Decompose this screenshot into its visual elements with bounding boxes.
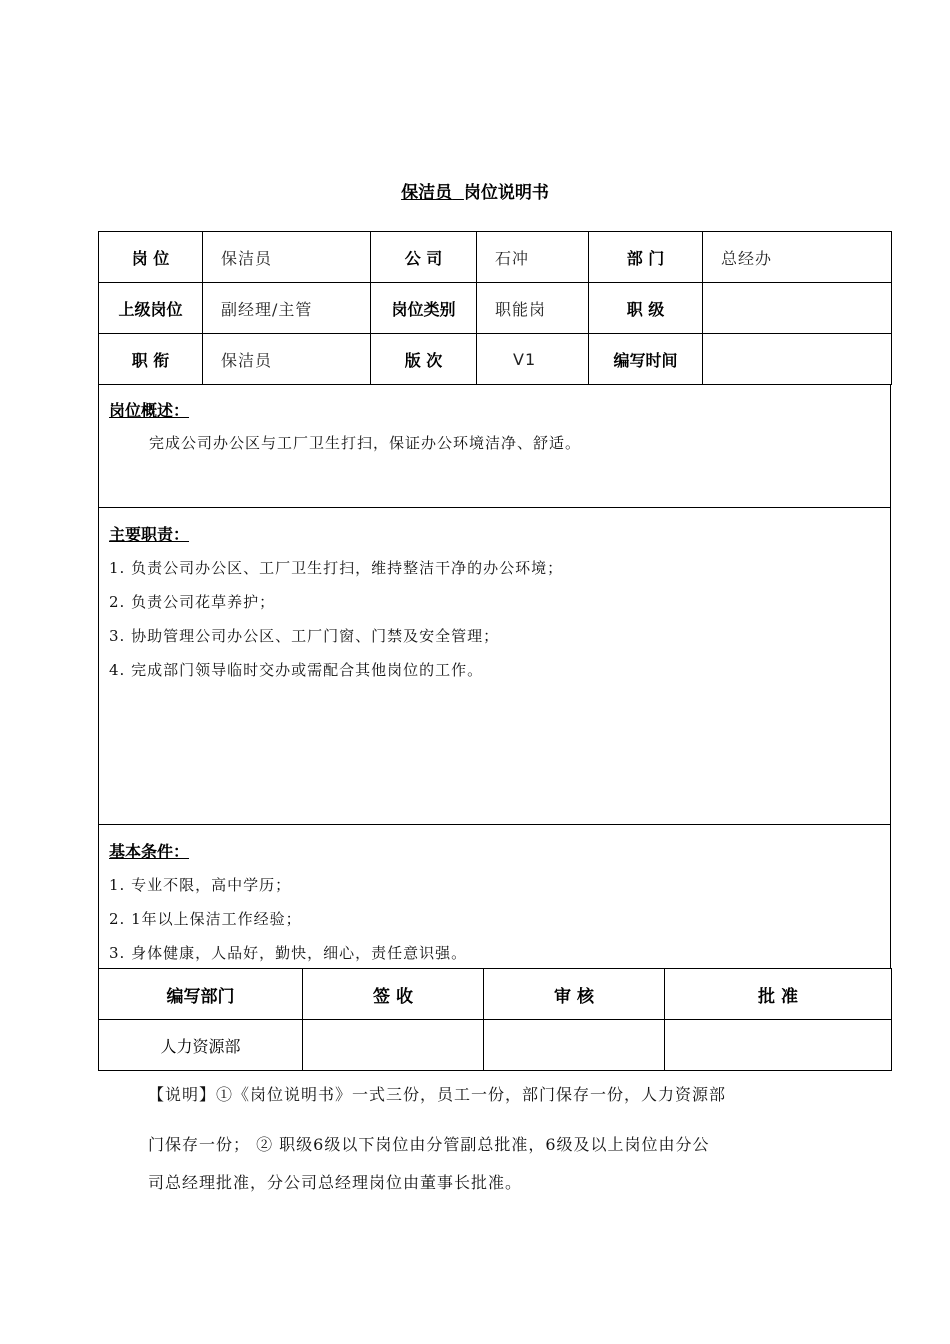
header-review: 审 核	[484, 969, 665, 1020]
value-superior: 副经理/主管	[203, 283, 371, 334]
conditions-section	[98, 825, 891, 968]
header-received: 签 收	[303, 969, 484, 1020]
note-line: 门保存一份； ② 职级6级以下岗位由分管副总批准，6级及以上岗位由分公	[148, 1135, 710, 1154]
value-grade	[703, 283, 892, 334]
overview-text: 完成公司办公区与工厂卫生打扫，保证办公环境洁净、舒适。	[149, 434, 582, 452]
signoff-value-row	[99, 1020, 892, 1071]
value-department: 总经办	[703, 232, 892, 283]
note-line: 司总经理批准，分公司总经理岗位由董事长批准。	[148, 1173, 523, 1192]
value-company: 石冲	[477, 232, 589, 283]
note-line: 【说明】①《岗位说明书》一式三份，员工一份，部门保存一份，人力资源部	[148, 1085, 727, 1104]
duty-item: 4. 完成部门领导临时交办或需配合其他岗位的工作。	[109, 661, 484, 679]
header-approval: 批 准	[665, 969, 892, 1020]
title-doc-type: 岗位说明书	[463, 183, 549, 203]
overview-section	[98, 384, 891, 508]
value-approval	[665, 1020, 892, 1071]
document-title	[0, 178, 950, 203]
info-row	[99, 334, 892, 385]
label-position: 岗 位	[99, 232, 203, 283]
signoff-header-row	[99, 969, 892, 1020]
title-position: 保洁员	[401, 183, 453, 203]
duty-item: 3. 协助管理公司办公区、工厂门窗、门禁及安全管理；	[109, 627, 500, 645]
label-written-date: 编写时间	[589, 334, 703, 385]
info-row	[99, 232, 892, 283]
duties-heading: 主要职责：	[109, 525, 190, 544]
info-row	[99, 283, 892, 334]
value-writing-dept: 人力资源部	[99, 1020, 303, 1071]
value-review	[484, 1020, 665, 1071]
label-version: 版 次	[371, 334, 477, 385]
label-title: 职 衔	[99, 334, 203, 385]
value-position: 保洁员	[203, 232, 371, 283]
value-category: 职能岗	[477, 283, 589, 334]
label-company: 公 司	[371, 232, 477, 283]
overview-heading: 岗位概述：	[109, 401, 190, 420]
duty-item: 2. 负责公司花草养护；	[109, 593, 276, 611]
condition-item: 3. 身体健康，人品好，勤快，细心，责任意识强。	[109, 944, 468, 962]
duties-section	[98, 508, 891, 825]
signoff-table	[98, 968, 892, 1071]
header-writing-dept: 编写部门	[99, 969, 303, 1020]
value-written-date	[703, 334, 892, 385]
info-table	[98, 231, 892, 385]
value-received	[303, 1020, 484, 1071]
value-title: 保洁员	[203, 334, 371, 385]
condition-item: 1. 专业不限，高中学历；	[109, 876, 292, 894]
label-category: 岗位类别	[371, 283, 477, 334]
label-department: 部 门	[589, 232, 703, 283]
conditions-heading: 基本条件：	[109, 842, 190, 861]
label-grade: 职 级	[589, 283, 703, 334]
value-version: V1	[477, 334, 589, 385]
label-superior: 上级岗位	[99, 283, 203, 334]
duty-item: 1. 负责公司办公区、工厂卫生打扫，维持整洁干净的办公环境；	[109, 559, 564, 577]
condition-item: 2. 1年以上保洁工作经验；	[109, 910, 302, 928]
